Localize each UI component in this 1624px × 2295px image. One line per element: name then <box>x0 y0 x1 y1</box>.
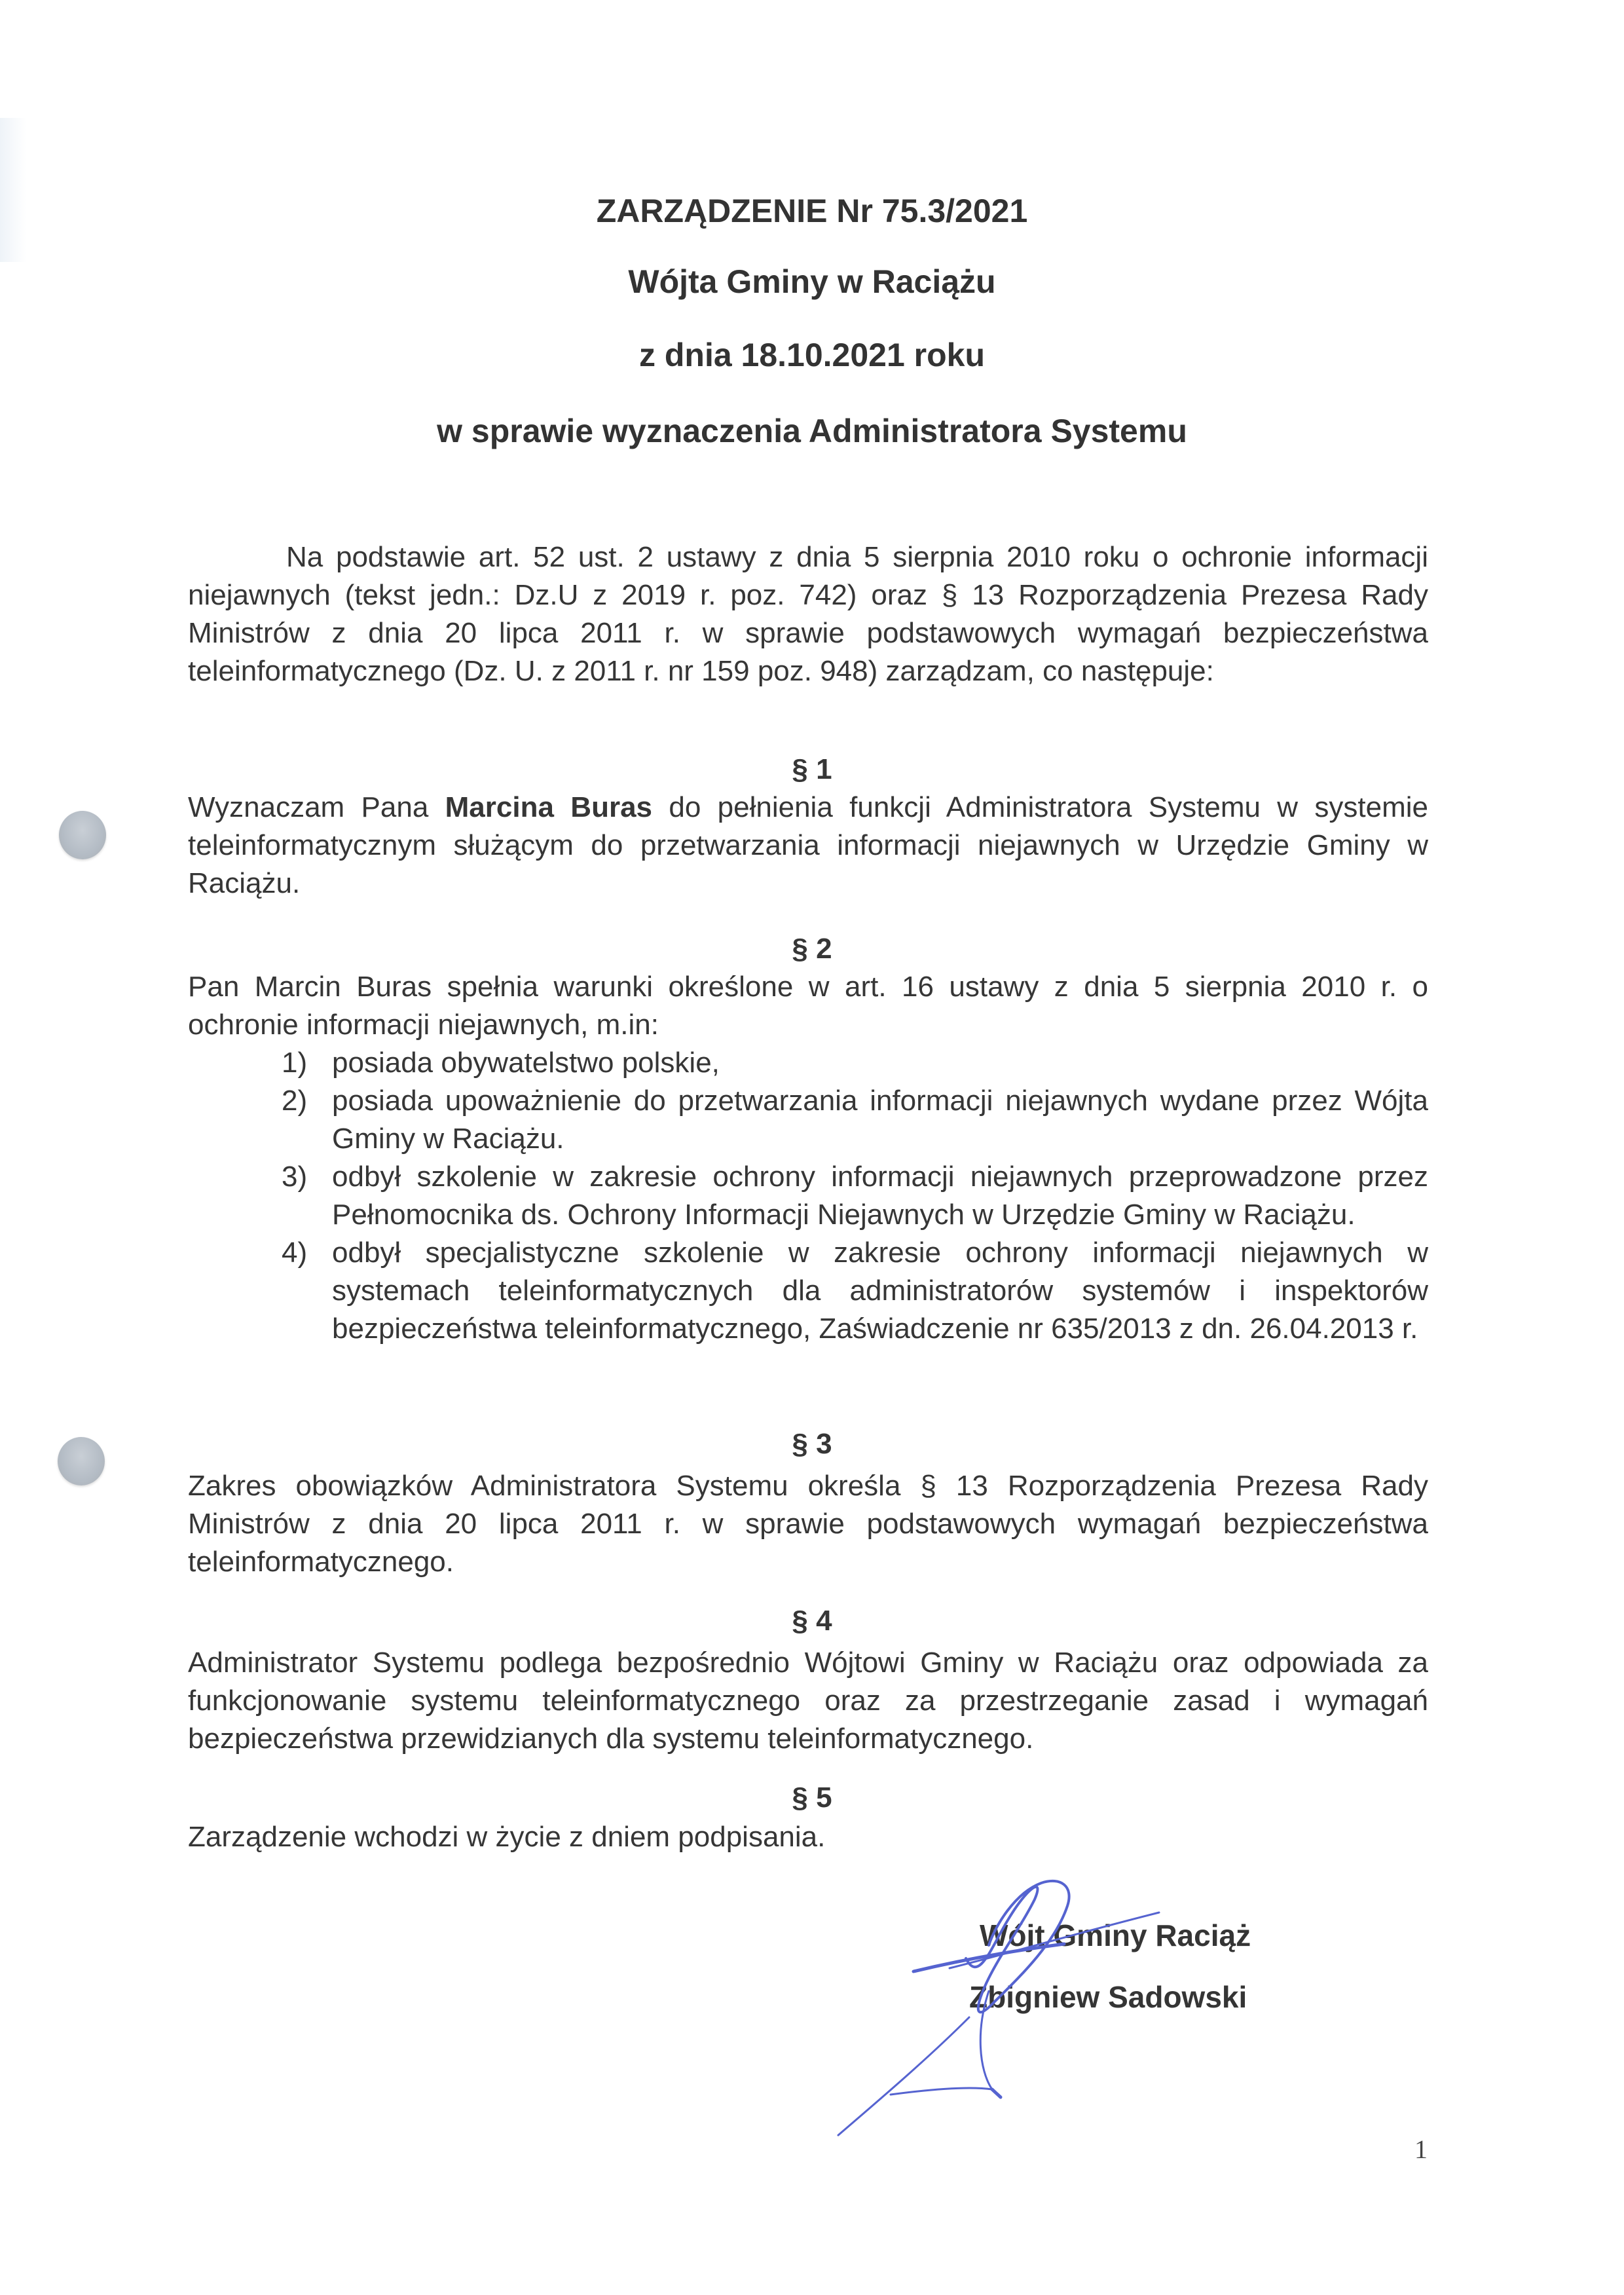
section-mark-2: § 2 <box>792 933 832 965</box>
document-issuer: Wójta Gminy w Raciążu <box>628 263 996 300</box>
list-item-text: posiada upoważnienie do przetwarzania informacji niejawnych wydane przez Wójta Gminy w Raciążu. <box>332 1085 1428 1155</box>
section-3-body <box>188 1467 1428 1581</box>
section-1-text-after: do pełnienia funkcji Administratora Systemu w systemie teleinformatycznym służącym do przetwarzania informacji niejawnych w Urzędzie Gminy w Raciążu. <box>188 791 1428 899</box>
appointee-name: Marcina Buras <box>445 791 653 823</box>
list-number: 4) <box>282 1237 308 1269</box>
section-2-body <box>188 968 1428 1044</box>
list-item <box>282 1234 1428 1348</box>
list-item-text: odbył szkolenie w zakresie ochrony informacji niejawnych przeprowadzone przez Pełnomocnika ds. Ochrony Informacji Niejawnych w Urzędzie Gminy w Raciążu. <box>332 1161 1428 1231</box>
list-item-text: odbył specjalistyczne szkolenie w zakresie ochrony informacji niejawnych w systemach teleinformatycznych dla administratorów systemów i inspektorów bezpieczeństwa teleinformatycznego, Zaświadczenie nr 635/2013 z dn. 26.04.2013 r. <box>332 1237 1428 1345</box>
list-item-text: posiada obywatelstwo polskie, <box>332 1047 720 1079</box>
section-5-text: Zarządzenie wchodzi w życie z dniem podpisania. <box>188 1821 826 1853</box>
list-item <box>282 1158 1428 1234</box>
section-4-text: Administrator Systemu podlega bezpośrednio Wójtowi Gminy w Raciążu oraz odpowiada za funkcjonowanie systemu teleinformatycznego oraz za przestrzeganie zasad i wymagań bezpieczeństwa przewidzianych dla systemu teleinformatycznego. <box>188 1647 1428 1755</box>
list-item <box>282 1044 1428 1082</box>
signatory-name: Zbigniew Sadowski <box>969 1980 1247 2014</box>
section-mark-4: § 4 <box>792 1605 832 1637</box>
document-date: z dnia 18.10.2021 roku <box>638 337 986 373</box>
section-1-body <box>188 789 1428 903</box>
list-number: 3) <box>282 1161 308 1193</box>
punch-hole <box>59 811 106 859</box>
document-title: ZARZĄDZENIE Nr 75.3/2021 <box>596 193 1028 229</box>
section-mark-3: § 3 <box>792 1428 832 1460</box>
section-mark-5: § 5 <box>792 1782 832 1814</box>
list-item <box>282 1082 1428 1158</box>
document-subject: w sprawie wyznaczenia Administratora Systemu <box>437 413 1187 449</box>
requirements-list <box>282 1044 1428 1348</box>
scan-edge-shadow <box>0 118 26 262</box>
section-mark-1: § 1 <box>792 753 832 785</box>
list-number: 2) <box>282 1085 308 1117</box>
section-3-text: Zakres obowiązków Administratora Systemu określa § 13 Rozporządzenia Prezesa Rady Ministrów z dnia 20 lipca 2011 r. w sprawie podstawowych wymagań bezpieczeństwa teleinformatycznego. <box>188 1470 1428 1578</box>
section-1-text-before: Wyznaczam Pana <box>188 791 445 823</box>
page-number: 1 <box>1414 2135 1428 2164</box>
handwritten-signature-icon <box>819 1847 1408 2161</box>
signatory-role: Wójt Gminy Raciąż <box>980 1918 1251 1952</box>
list-number: 1) <box>282 1047 308 1079</box>
section-4-body <box>188 1644 1428 1758</box>
preamble-text: Na podstawie art. 52 ust. 2 ustawy z dnia 5 sierpnia 2010 roku o ochronie informacji niejawnych (tekst jedn.: Dz.U z 2019 r. poz. 742) oraz § 13 Rozporządzenia Prezesa Rady Ministrów z dnia 20 lipca 2011 r. w sprawie podstawowych wymagań bezpieczeństwa teleinformatycznego (Dz. U. z 2011 r. nr 159 poz. 948) zarządzam, co następuje: <box>188 541 1428 687</box>
preamble <box>188 538 1428 690</box>
section-2-text: Pan Marcin Buras spełnia warunki określone w art. 16 ustawy z dnia 5 sierpnia 2010 r. o ochronie informacji niejawnych, m.in: <box>188 971 1428 1041</box>
